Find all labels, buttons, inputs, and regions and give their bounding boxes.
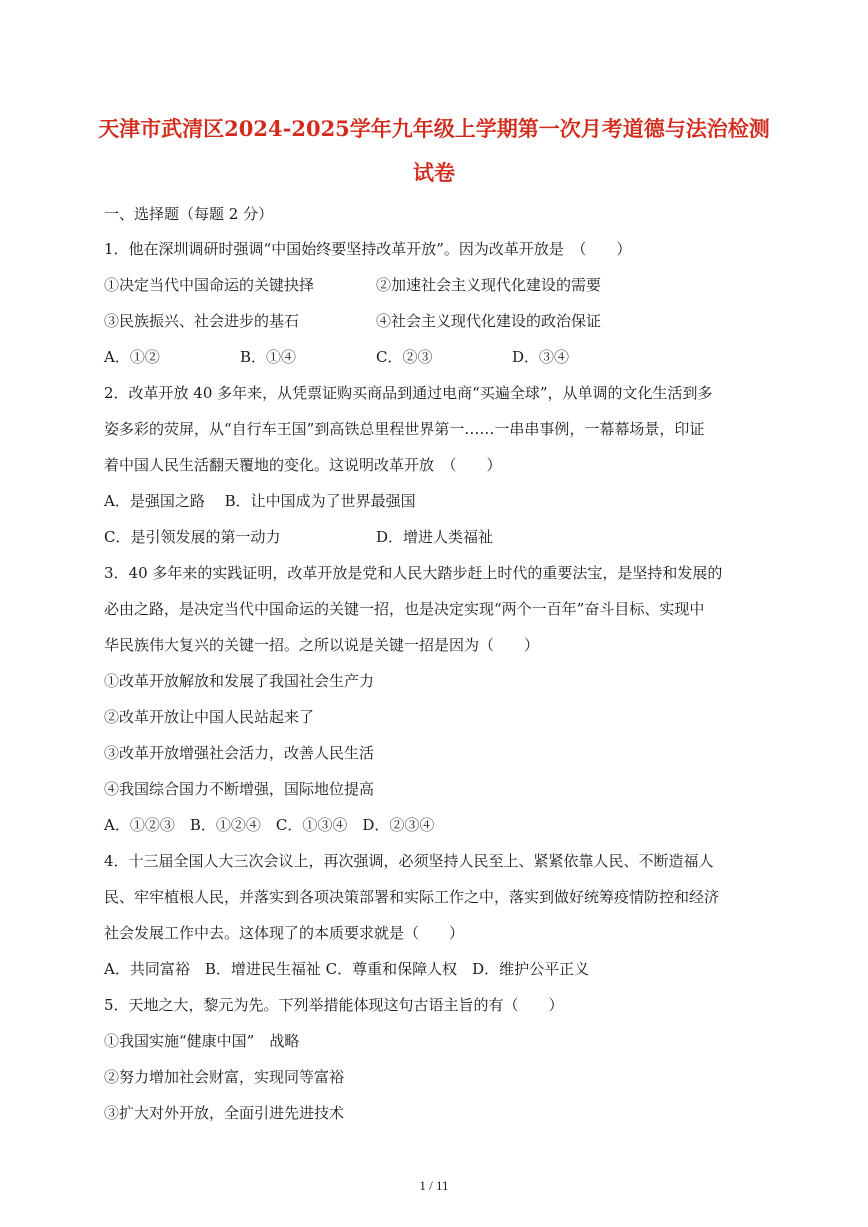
q4-line-2: 民、牢牢植根人民，并落实到各项决策部署和实际工作之中，落实到做好统筹疫情防控和经济 (104, 888, 720, 906)
q1-choice-d: D．③④ (512, 348, 570, 366)
q5-option-1: ①我国实施“健康中国” 战略 (104, 1032, 300, 1050)
q3-line-2: 必由之路，是决定当代中国命运的关键一招，也是决定实现“两个一百年”奋斗目标、实现中 (104, 600, 705, 618)
q1-option-4: ④社会主义现代化建设的政治保证 (376, 312, 602, 330)
q3-option-2: ②改革开放让中国人民站起来了 (104, 708, 315, 726)
q1-choice-c: C．②③ (376, 348, 433, 366)
q2-line-3: 着中国人民生活翻天覆地的变化。这说明改革开放 （ ） (104, 456, 502, 474)
q1-option-1: ①决定当代中国命运的关键抉择 (104, 276, 315, 294)
q2-line-1: 2．改革开放 40 多年来，从凭票证购买商品到通过电商“买遍全球”，从单调的文化生活到多 (104, 384, 713, 402)
q3-line-1: 3．40 多年来的实践证明，改革开放是党和人民大踏步赶上时代的重要法宝，是坚持和发展的 (104, 564, 723, 582)
q1-stem: 1．他在深圳调研时强调“中国始终要坚持改革开放”。因为改革开放是 （ ） (104, 240, 632, 258)
q2-choice-d: D．增进人类福祉 (376, 528, 494, 546)
doc-title-line-1: 天津市武清区2024-2025学年九年级上学期第一次月考道德与法治检测 (98, 116, 770, 141)
q2-line-2: 姿多彩的荧屏，从“自行车王国”到高铁总里程世界第一……一串串事例，一幕幕场景，印证 (104, 420, 705, 438)
q3-line-3: 华民族伟大复兴的关键一招。之所以说是关键一招是因为（ ） (104, 636, 540, 654)
q2-choice-c: C．是引领发展的第一动力 (104, 528, 281, 546)
q5-line-1: 5．天地之大，黎元为先。下列举措能体现这句古语主旨的有（ ） (104, 996, 564, 1014)
q3-option-4: ④我国综合国力不断增强，国际地位提高 (104, 780, 375, 798)
section-heading: 一、选择题（每题 2 分） (104, 205, 274, 223)
q3-option-3: ③改革开放增强社会活力，改善人民生活 (104, 744, 375, 762)
doc-title-line-2: 试卷 (413, 160, 455, 185)
q1-option-2: ②加速社会主义现代化建设的需要 (376, 276, 602, 294)
q5-option-3: ③扩大对外开放，全面引进先进技术 (104, 1104, 345, 1122)
q1-choice-a: A．①② (104, 348, 160, 366)
q4-line-1: 4．十三届全国人大三次会议上，再次强调，必须坚持人民至上、紧紧依靠人民、不断造福人 (104, 852, 714, 870)
q2-choices-ab: A．是强国之路 B．让中国成为了世界最强国 (104, 492, 416, 510)
q5-option-2: ②努力增加社会财富，实现同等富裕 (104, 1068, 345, 1086)
q1-option-3: ③民族振兴、社会进步的基石 (104, 312, 300, 330)
q3-option-1: ①改革开放解放和发展了我国社会生产力 (104, 672, 375, 690)
q4-line-3: 社会发展工作中去。这体现了的本质要求就是（ ） (104, 924, 465, 942)
page-number: 1 / 11 (419, 1178, 449, 1193)
q4-choices: A．共同富裕 B．增进民生福祉 C．尊重和保障人权 D．维护公平正义 (104, 960, 590, 978)
q3-choices: A．①②③ B．①②④ C．①③④ D．②③④ (104, 816, 435, 834)
q1-choice-b: B．①④ (240, 348, 297, 366)
